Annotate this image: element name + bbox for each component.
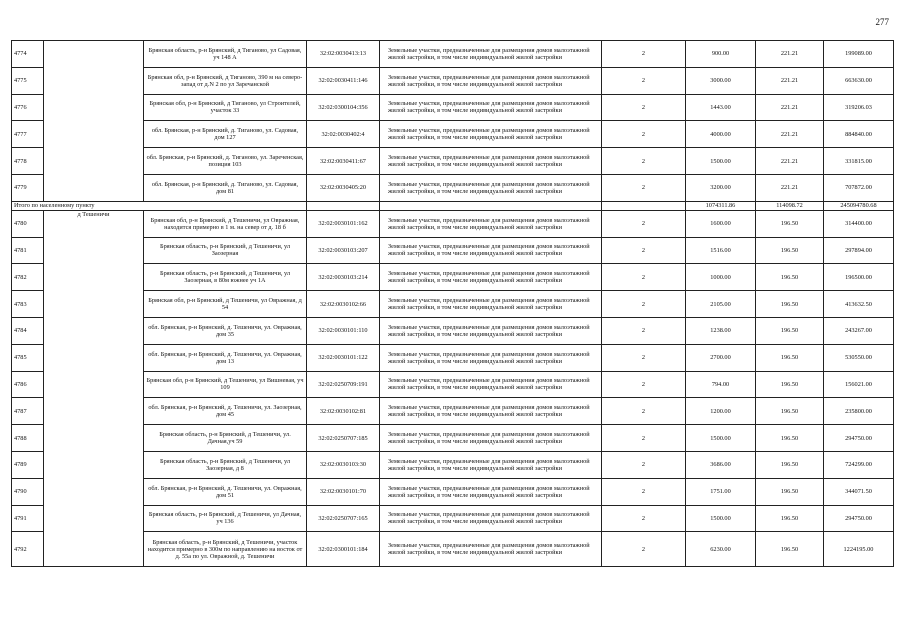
subtotal-empty-cat bbox=[602, 201, 686, 210]
unit-value: 221.21 bbox=[756, 94, 824, 121]
address: Брянская обл, р-н Брянский, д Тешеничи, ул Овражная, д 54 bbox=[144, 291, 307, 318]
land-use: Земельные участки, предназначенные для размещения домов малоэтажной жилой застройки, в том числе индивидуальной жилой застройки bbox=[380, 174, 602, 201]
unit-value: 196.50 bbox=[756, 317, 824, 344]
area: 3200.00 bbox=[686, 174, 756, 201]
category-code: 2 bbox=[602, 478, 686, 505]
land-use: Земельные участки, предназначенные для размещения домов малоэтажной жилой застройки, в том числе индивидуальной жилой застройки bbox=[380, 344, 602, 371]
row-number: 4789 bbox=[12, 451, 44, 478]
area: 1600.00 bbox=[686, 210, 756, 237]
address: обл. Брянская, р-н Брянский, д. Тешеничи, ул. Овражная, дом 13 bbox=[144, 344, 307, 371]
cadastral-number: 32:02:0030103:214 bbox=[307, 264, 380, 291]
subtotal-area: 1074311.86 bbox=[686, 201, 756, 210]
subtotal-empty-use bbox=[380, 201, 602, 210]
land-use: Земельные участки, предназначенные для размещения домов малоэтажной жилой застройки, в том числе индивидуальной жилой застройки bbox=[380, 505, 602, 532]
cadastral-number: 32:02:0030103:30 bbox=[307, 451, 380, 478]
category-code: 2 bbox=[602, 371, 686, 398]
land-use: Земельные участки, предназначенные для размещения домов малоэтажной жилой застройки, в том числе индивидуальной жилой застройки bbox=[380, 291, 602, 318]
land-use: Земельные участки, предназначенные для размещения домов малоэтажной жилой застройки, в том числе индивидуальной жилой застройки bbox=[380, 451, 602, 478]
table-row bbox=[12, 237, 894, 264]
cadastral-number: 32:02:0030101:122 bbox=[307, 344, 380, 371]
category-code: 2 bbox=[602, 532, 686, 567]
category-code: 2 bbox=[602, 210, 686, 237]
cadastral-number: 32:02:0300101:184 bbox=[307, 532, 380, 567]
cadastral-value: 663630.00 bbox=[824, 67, 894, 94]
cadastral-value: 243267.00 bbox=[824, 317, 894, 344]
area: 2105.00 bbox=[686, 291, 756, 318]
page-number: 277 bbox=[875, 17, 889, 27]
table-row bbox=[12, 398, 894, 425]
cadastral-number: 32:02:0250707:185 bbox=[307, 425, 380, 452]
row-number: 4782 bbox=[12, 264, 44, 291]
table-row bbox=[12, 451, 894, 478]
category-code: 2 bbox=[602, 505, 686, 532]
address: обл. Брянская, р-н Брянский, д. Тиганово, ул. Садовая, дом 81 bbox=[144, 174, 307, 201]
cadastral-value: 707872.00 bbox=[824, 174, 894, 201]
subtotal-section bbox=[12, 201, 894, 210]
address: обл. Брянская, р-н Брянский, д. Тешеничи, ул. Заозерная, дом 45 bbox=[144, 398, 307, 425]
unit-value: 196.50 bbox=[756, 291, 824, 318]
cadastral-value: 156021.00 bbox=[824, 371, 894, 398]
unit-value: 196.50 bbox=[756, 237, 824, 264]
row-number: 4780 bbox=[12, 210, 44, 237]
category-code: 2 bbox=[602, 264, 686, 291]
cadastral-number: 32:02:0300104:356 bbox=[307, 94, 380, 121]
address: Брянская область, р-н Брянский, д Тешеничи, ул Заозерная bbox=[144, 237, 307, 264]
cadastral-value-table bbox=[11, 40, 894, 567]
subtotal-price: 114098.72 bbox=[756, 201, 824, 210]
address: Брянская область, р-н Брянский, д Тешеничи, ул Заозерная, в 80м южнее уч 1А bbox=[144, 264, 307, 291]
row-number: 4776 bbox=[12, 94, 44, 121]
area: 1516.00 bbox=[686, 237, 756, 264]
land-use: Земельные участки, предназначенные для размещения домов малоэтажной жилой застройки, в том числе индивидуальной жилой застройки bbox=[380, 264, 602, 291]
area: 1000.00 bbox=[686, 264, 756, 291]
locality-cell bbox=[44, 41, 144, 202]
cadastral-number: 32:02:0030101:70 bbox=[307, 478, 380, 505]
subtotal-value: 245094780.68 bbox=[824, 201, 894, 210]
category-code: 2 bbox=[602, 291, 686, 318]
area: 2700.00 bbox=[686, 344, 756, 371]
table-row bbox=[12, 264, 894, 291]
locality-name: д Тешеничи bbox=[44, 210, 144, 567]
category-code: 2 bbox=[602, 451, 686, 478]
unit-value: 196.50 bbox=[756, 264, 824, 291]
table-row bbox=[12, 317, 894, 344]
unit-value: 196.50 bbox=[756, 532, 824, 567]
address: Брянская обл, р-н Брянский, д Тиганово, ул Строителей, участок 33 bbox=[144, 94, 307, 121]
land-use: Земельные участки, предназначенные для размещения домов малоэтажной жилой застройки, в том числе индивидуальной жилой застройки bbox=[380, 478, 602, 505]
row-number: 4791 bbox=[12, 505, 44, 532]
address: обл. Брянская, р-н Брянский, д. Тешеничи, ул. Овражная, дом 51 bbox=[144, 478, 307, 505]
cadastral-value: 344071.50 bbox=[824, 478, 894, 505]
address: Брянская область, р-н Брянский, д Тешеничи, ул Заозерная, д 8 bbox=[144, 451, 307, 478]
area: 1751.00 bbox=[686, 478, 756, 505]
area: 794.00 bbox=[686, 371, 756, 398]
cadastral-number: 32:02:0030402:4 bbox=[307, 121, 380, 148]
table-row bbox=[12, 41, 894, 68]
cadastral-value: 196500.00 bbox=[824, 264, 894, 291]
address: обл. Брянская, р-н Брянский, д. Тиганово, ул. Зареченская, позиция 103 bbox=[144, 148, 307, 175]
address: Брянская область, р-н Брянский, д Тешеничи, ул Дачная, уч 136 bbox=[144, 505, 307, 532]
row-number: 4774 bbox=[12, 41, 44, 68]
land-use: Земельные участки, предназначенные для размещения домов малоэтажной жилой застройки, в том числе индивидуальной жилой застройки bbox=[380, 41, 602, 68]
category-code: 2 bbox=[602, 121, 686, 148]
cadastral-number: 32:02:0030101:162 bbox=[307, 210, 380, 237]
cadastral-value: 297894.00 bbox=[824, 237, 894, 264]
row-number: 4779 bbox=[12, 174, 44, 201]
cadastral-value: 314400.00 bbox=[824, 210, 894, 237]
land-use: Земельные участки, предназначенные для размещения домов малоэтажной жилой застройки, в том числе индивидуальной жилой застройки bbox=[380, 210, 602, 237]
cadastral-number: 32:02:0030411:67 bbox=[307, 148, 380, 175]
cadastral-value: 319206.03 bbox=[824, 94, 894, 121]
table-row bbox=[12, 210, 894, 237]
row-number: 4778 bbox=[12, 148, 44, 175]
row-number: 4785 bbox=[12, 344, 44, 371]
address: Брянская область, р-н Брянский, д Тиганово, ул Садовая, уч 148 А bbox=[144, 41, 307, 68]
cadastral-number: 32:02:0030102:66 bbox=[307, 291, 380, 318]
row-number: 4781 bbox=[12, 237, 44, 264]
row-number: 4790 bbox=[12, 478, 44, 505]
area: 3686.00 bbox=[686, 451, 756, 478]
land-use: Земельные участки, предназначенные для размещения домов малоэтажной жилой застройки, в том числе индивидуальной жилой застройки bbox=[380, 532, 602, 567]
row-number: 4786 bbox=[12, 371, 44, 398]
row-number: 4775 bbox=[12, 67, 44, 94]
cadastral-value: 884840.00 bbox=[824, 121, 894, 148]
table-row bbox=[12, 532, 894, 567]
cadastral-value: 199089.00 bbox=[824, 41, 894, 68]
row-number: 4792 bbox=[12, 532, 44, 567]
unit-value: 196.50 bbox=[756, 451, 824, 478]
area: 1200.00 bbox=[686, 398, 756, 425]
unit-value: 196.50 bbox=[756, 398, 824, 425]
unit-value: 221.21 bbox=[756, 148, 824, 175]
area: 3000.00 bbox=[686, 67, 756, 94]
table-row bbox=[12, 505, 894, 532]
cadastral-value: 235800.00 bbox=[824, 398, 894, 425]
land-use: Земельные участки, предназначенные для размещения домов малоэтажной жилой застройки, в том числе индивидуальной жилой застройки bbox=[380, 398, 602, 425]
land-use: Земельные участки, предназначенные для размещения домов малоэтажной жилой застройки, в том числе индивидуальной жилой застройки bbox=[380, 67, 602, 94]
category-code: 2 bbox=[602, 41, 686, 68]
category-code: 2 bbox=[602, 94, 686, 121]
table-row bbox=[12, 174, 894, 201]
area: 1443.00 bbox=[686, 94, 756, 121]
category-code: 2 bbox=[602, 344, 686, 371]
unit-value: 221.21 bbox=[756, 67, 824, 94]
land-use: Земельные участки, предназначенные для размещения домов малоэтажной жилой застройки, в том числе индивидуальной жилой застройки bbox=[380, 317, 602, 344]
area: 1500.00 bbox=[686, 425, 756, 452]
cadastral-value: 1224195.00 bbox=[824, 532, 894, 567]
cadastral-value: 530550.00 bbox=[824, 344, 894, 371]
land-use: Земельные участки, предназначенные для размещения домов малоэтажной жилой застройки, в том числе индивидуальной жилой застройки bbox=[380, 371, 602, 398]
address: Брянская обл, р-н Брянский, д Тешеничи, ул Овражная, находится примерно в 1 м. на север от д. 18 б bbox=[144, 210, 307, 237]
area: 1500.00 bbox=[686, 505, 756, 532]
table-row bbox=[12, 478, 894, 505]
row-number: 4784 bbox=[12, 317, 44, 344]
address: Брянская обл, р-н Брянский, д Тиганово, 390 м на северо-запад от д.N 2 по ул Заречанской bbox=[144, 67, 307, 94]
table-row bbox=[12, 67, 894, 94]
row-number: 4788 bbox=[12, 425, 44, 452]
category-code: 2 bbox=[602, 67, 686, 94]
land-use: Земельные участки, предназначенные для размещения домов малоэтажной жилой застройки, в том числе индивидуальной жилой застройки bbox=[380, 148, 602, 175]
land-use: Земельные участки, предназначенные для размещения домов малоэтажной жилой застройки, в том числе индивидуальной жилой застройки bbox=[380, 121, 602, 148]
area: 6230.00 bbox=[686, 532, 756, 567]
cadastral-number: 32:02:0030413:13 bbox=[307, 41, 380, 68]
address: Брянская область, р-н Брянский, д Тешеничи, участок находится примерно в 300м по направлению на восток от д. 55а по ул. Овражной, д. Тешеничи bbox=[144, 532, 307, 567]
row-number: 4777 bbox=[12, 121, 44, 148]
cadastral-value: 724299.00 bbox=[824, 451, 894, 478]
row-number: 4783 bbox=[12, 291, 44, 318]
rows-after-subtotal bbox=[12, 210, 894, 567]
cadastral-value: 294750.00 bbox=[824, 425, 894, 452]
cadastral-value: 413632.50 bbox=[824, 291, 894, 318]
area: 1500.00 bbox=[686, 148, 756, 175]
area: 1238.00 bbox=[686, 317, 756, 344]
category-code: 2 bbox=[602, 425, 686, 452]
cadastral-number: 32:02:0030103:207 bbox=[307, 237, 380, 264]
address: обл. Брянская, р-н Брянский, д. Тешеничи, ул. Овражная, дом 35 bbox=[144, 317, 307, 344]
rows-before-subtotal bbox=[12, 41, 894, 202]
unit-value: 196.50 bbox=[756, 371, 824, 398]
category-code: 2 bbox=[602, 174, 686, 201]
cadastral-number: 32:02:0030411:146 bbox=[307, 67, 380, 94]
address: Брянская обл, р-н Брянский, д Тешеничи, ул Вишневая, уч 109 bbox=[144, 371, 307, 398]
unit-value: 196.50 bbox=[756, 425, 824, 452]
table-row bbox=[12, 94, 894, 121]
table-row bbox=[12, 121, 894, 148]
row-number: 4787 bbox=[12, 398, 44, 425]
subtotal-row bbox=[12, 201, 894, 210]
cadastral-value: 331815.00 bbox=[824, 148, 894, 175]
area: 900.00 bbox=[686, 41, 756, 68]
area: 4000.00 bbox=[686, 121, 756, 148]
cadastral-number: 32:02:0250709:191 bbox=[307, 371, 380, 398]
table-row bbox=[12, 425, 894, 452]
cadastral-number: 32:02:0250707:165 bbox=[307, 505, 380, 532]
subtotal-empty-cad bbox=[307, 201, 380, 210]
unit-value: 221.21 bbox=[756, 174, 824, 201]
land-use: Земельные участки, предназначенные для размещения домов малоэтажной жилой застройки, в том числе индивидуальной жилой застройки bbox=[380, 237, 602, 264]
table-row bbox=[12, 291, 894, 318]
cadastral-value: 294750.00 bbox=[824, 505, 894, 532]
unit-value: 196.50 bbox=[756, 344, 824, 371]
cadastral-number: 32:02:0030405:20 bbox=[307, 174, 380, 201]
category-code: 2 bbox=[602, 237, 686, 264]
table-row bbox=[12, 371, 894, 398]
unit-value: 221.21 bbox=[756, 41, 824, 68]
cadastral-number: 32:02:0030101:110 bbox=[307, 317, 380, 344]
category-code: 2 bbox=[602, 148, 686, 175]
category-code: 2 bbox=[602, 317, 686, 344]
unit-value: 196.50 bbox=[756, 478, 824, 505]
cadastral-number: 32:02:0030102:81 bbox=[307, 398, 380, 425]
table-row bbox=[12, 148, 894, 175]
subtotal-label: Итого по населенному пункту bbox=[12, 201, 307, 210]
unit-value: 221.21 bbox=[756, 121, 824, 148]
address: обл. Брянская, р-н Брянский, д. Тиганово, ул. Садовая, дом 127 bbox=[144, 121, 307, 148]
table-row bbox=[12, 344, 894, 371]
unit-value: 196.50 bbox=[756, 505, 824, 532]
land-use: Земельные участки, предназначенные для размещения домов малоэтажной жилой застройки, в том числе индивидуальной жилой застройки bbox=[380, 425, 602, 452]
land-use: Земельные участки, предназначенные для размещения домов малоэтажной жилой застройки, в том числе индивидуальной жилой застройки bbox=[380, 94, 602, 121]
category-code: 2 bbox=[602, 398, 686, 425]
address: Брянская область, р-н Брянский, д Тешеничи, ул. Дачная,уч 59 bbox=[144, 425, 307, 452]
unit-value: 196.50 bbox=[756, 210, 824, 237]
